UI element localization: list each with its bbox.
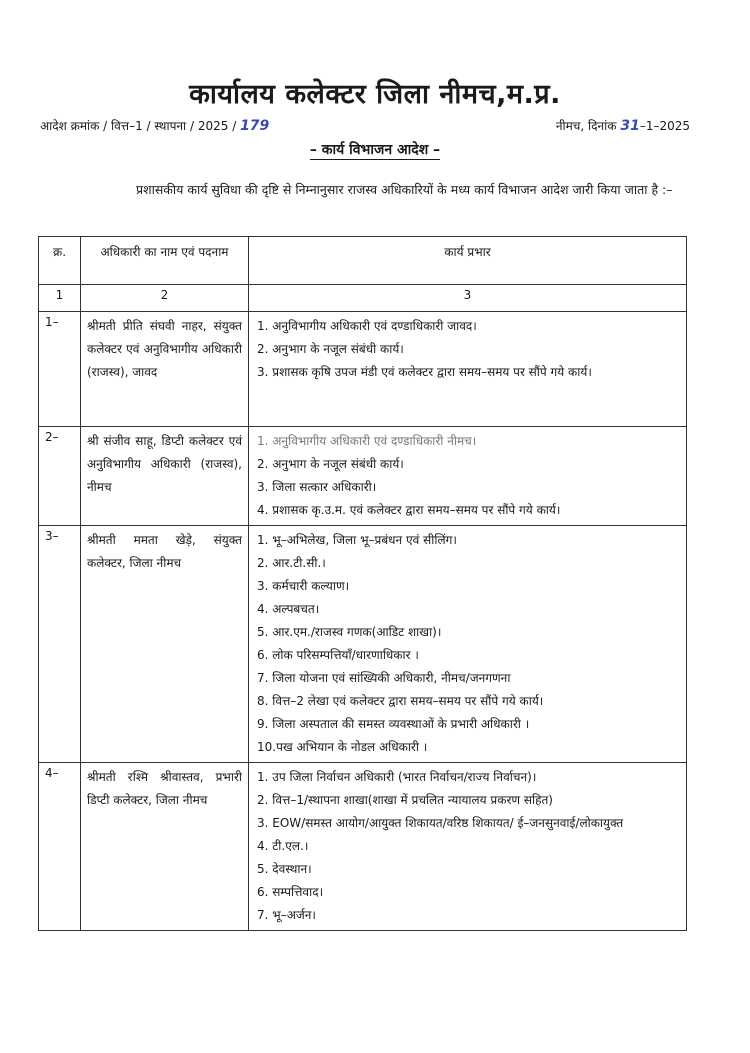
table-header-row bbox=[39, 237, 687, 285]
order-reference bbox=[40, 117, 269, 134]
office-title: कार्यालय कलेक्टर जिला नीमच,म.प्र. bbox=[189, 79, 561, 110]
duty-item: 8. वित्त–2 लेखा एवं कलेक्टर द्वारा समय–समय पर सौंपे गये कार्य। bbox=[257, 694, 544, 708]
duty-item: 5. आर.एम./राजस्व गणक(आडिट शाखा)। bbox=[257, 625, 442, 639]
duty-item: 1. अनुविभागीय अधिकारी एवं दण्डाधिकारी जावद। bbox=[257, 319, 477, 333]
col-number-2: 2 bbox=[81, 285, 249, 312]
place-date bbox=[556, 117, 690, 134]
duty-item: 3. कर्मचारी कल्याण। bbox=[257, 579, 350, 593]
duty-item: 4. प्रशासक कृ.उ.म. एवं कलेक्टर द्वारा समय–समय पर सौंपे गये कार्य। bbox=[257, 503, 561, 517]
duties-cell bbox=[249, 427, 687, 526]
duty-item: 1. अनुविभागीय अधिकारी एवं दण्डाधिकारी नीमच। bbox=[257, 434, 477, 448]
duty-item: 5. देवस्थान। bbox=[257, 862, 312, 876]
officer-name: श्रीमती ममता खेड़े, संयुक्त कलेक्टर, जिला नीमच bbox=[81, 526, 249, 763]
table-row bbox=[39, 526, 687, 763]
duties-cell bbox=[249, 763, 687, 931]
date-day: 31 bbox=[620, 118, 640, 134]
duty-item: 1. भू–अभिलेख, जिला भू–प्रबंधन एवं सीलिंग। bbox=[257, 533, 457, 547]
order-subtitle-text: – कार्य विभाजन आदेश – bbox=[309, 142, 441, 158]
duty-item: 2. वित्त–1/स्थापना शाखा(शाखा में प्रचलित न्यायालय प्रकरण सहित) bbox=[257, 793, 553, 807]
duty-item: 4. अल्पबचत। bbox=[257, 602, 320, 616]
order-subtitle bbox=[0, 140, 750, 159]
duty-item: 3. प्रशासक कृषि उपज मंडी एवं कलेक्टर द्वारा समय–समय पर सौंपे गये कार्य। bbox=[257, 365, 592, 379]
table-row bbox=[39, 763, 687, 931]
header-officer: अधिकारी का नाम एवं पदनाम bbox=[81, 237, 249, 285]
duty-item: 6. सम्पत्तिवाद। bbox=[257, 885, 324, 899]
duties-cell bbox=[249, 312, 687, 427]
duty-item: 2. आर.टी.सी.। bbox=[257, 556, 326, 570]
header-duties: कार्य प्रभार bbox=[249, 237, 687, 285]
place-date-prefix: नीमच, दिनांक bbox=[555, 119, 617, 133]
duty-item: 10.पख अभियान के नोडल अधिकारी । bbox=[257, 740, 428, 754]
duty-item: 3. EOW/समस्त आयोग/आयुक्त शिकायत/वरिष्ठ शिकायत/ ई–जनसुनवाई/लोकायुक्त bbox=[257, 816, 624, 830]
table-number-row bbox=[39, 285, 687, 312]
duty-item: 9. जिला अस्पताल की समस्त व्यवस्थाओं के प्रभारी अधिकारी । bbox=[257, 717, 530, 731]
date-rest: –1–2025 bbox=[639, 119, 690, 133]
duty-item: 4. टी.एल.। bbox=[257, 839, 309, 853]
col-number-1: 1 bbox=[39, 285, 81, 312]
intro-paragraph: प्रशासकीय कार्य सुविधा की दृष्टि से निम्नानुसार राजस्व अधिकारियों के मध्य कार्य विभाजन आदेश जारी किया जाता है :– bbox=[136, 182, 673, 197]
order-number: 179 bbox=[240, 118, 270, 134]
duty-item: 6. लोक परिसम्पत्तियाँ/धारणाधिकार । bbox=[257, 648, 419, 662]
officer-name: श्रीमती रश्मि श्रीवास्तव, प्रभारी डिप्टी कलेक्टर, जिला नीमच bbox=[81, 763, 249, 931]
table-row bbox=[39, 427, 687, 526]
header-serial: क्र. bbox=[39, 237, 81, 285]
duties-cell bbox=[249, 526, 687, 763]
row-serial: 2– bbox=[39, 427, 81, 526]
duty-item: 1. उप जिला निर्वाचन अधिकारी (भारत निर्वाचन/राज्य निर्वाचन)। bbox=[257, 770, 537, 784]
duty-item: 2. अनुभाग के नजूल संबंधी कार्य। bbox=[257, 457, 404, 471]
officer-name: श्री संजीव साहू, डिप्टी कलेक्टर एवं अनुविभागीय अधिकारी (राजस्व), नीमच bbox=[81, 427, 249, 526]
duty-item: 2. अनुभाग के नजूल संबंधी कार्य। bbox=[257, 342, 404, 356]
row-serial: 4– bbox=[39, 763, 81, 931]
duty-item: 7. जिला योजना एवं सांख्यिकी अधिकारी, नीमच/जनगणना bbox=[257, 671, 511, 685]
row-serial: 1– bbox=[39, 312, 81, 427]
order-ref-text: आदेश क्रमांक / वित्त–1 / स्थापना / 2025 / bbox=[40, 119, 237, 133]
officer-name: श्रीमती प्रीति संघवी नाहर, संयुक्त कलेक्टर एवं अनुविभागीय अधिकारी (राजस्व), जावद bbox=[81, 312, 249, 427]
row-serial: 3– bbox=[39, 526, 81, 763]
col-number-3: 3 bbox=[249, 285, 687, 312]
duty-item: 3. जिला सत्कार अधिकारी। bbox=[257, 480, 377, 494]
table-row bbox=[39, 312, 687, 427]
work-division-table bbox=[38, 236, 687, 931]
duty-item: 7. भू–अर्जन। bbox=[257, 908, 316, 922]
